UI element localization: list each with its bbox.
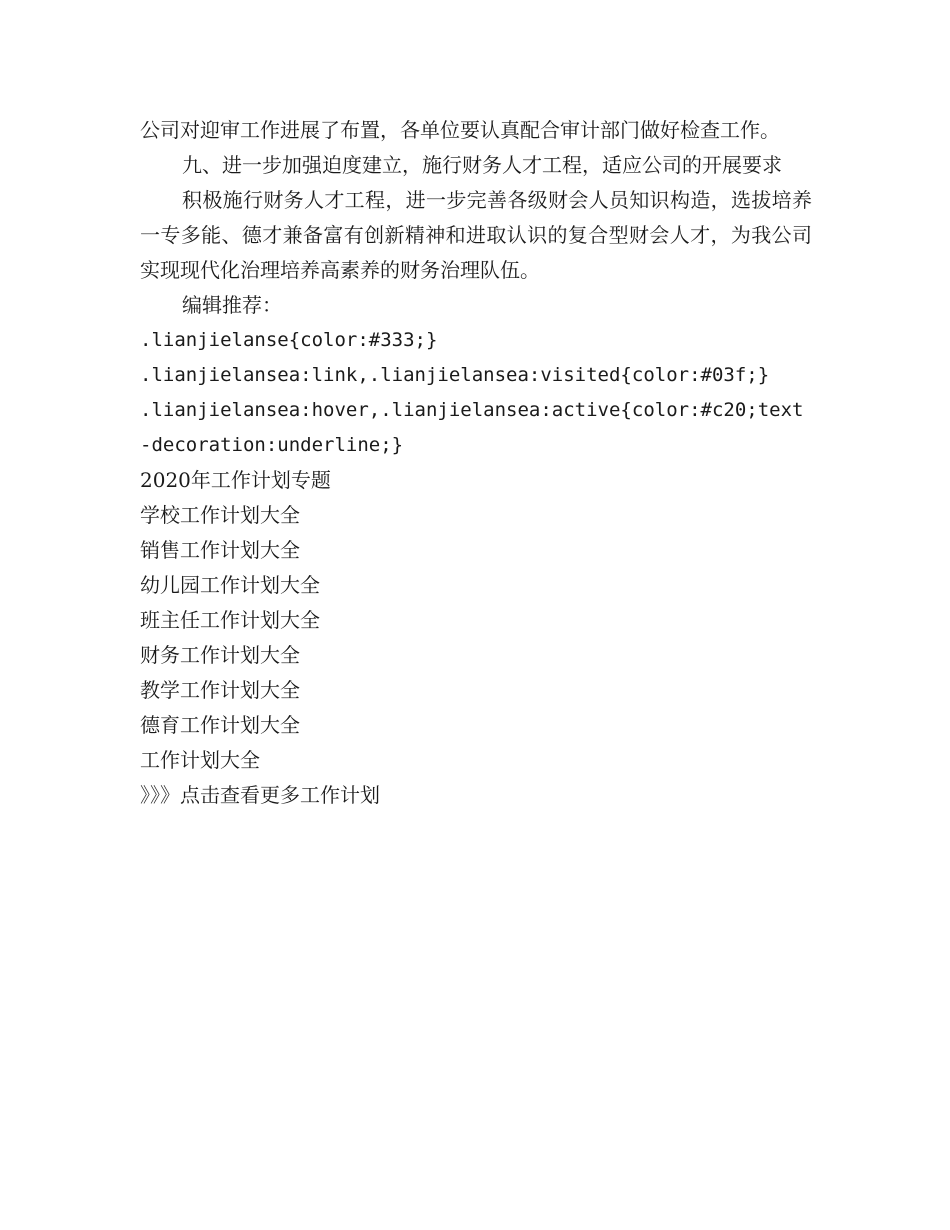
more-work-plans-link[interactable]: 》》》点击查看更多工作计划: [140, 783, 380, 807]
list-item: [140, 743, 812, 778]
list-item: [140, 533, 812, 568]
link-work-plan-2020[interactable]: 2020年工作计划专题: [140, 468, 331, 492]
editor-recommendation-label: 编辑推荐：: [182, 293, 282, 317]
list-item: [140, 673, 812, 708]
list-item: [140, 498, 812, 533]
document-body: [140, 113, 812, 813]
link-teaching-work-plan[interactable]: 教学工作计划大全: [140, 678, 300, 702]
link-sales-work-plan[interactable]: 销售工作计划大全: [140, 538, 300, 562]
list-item: [140, 708, 812, 743]
link-head-teacher-work-plan[interactable]: 班主任工作计划大全: [140, 608, 320, 632]
paragraph-section-nine-heading: 九、进一步加强迫度建立，施行财务人才工程，适应公司的开展要求: [182, 153, 782, 177]
link-school-work-plan[interactable]: 学校工作计划大全: [140, 503, 300, 527]
link-kindergarten-work-plan[interactable]: 幼儿园工作计划大全: [140, 573, 320, 597]
recommended-links-list: [140, 463, 812, 778]
css-line: .lianjielanse{color:#333;}: [140, 329, 438, 351]
link-finance-work-plan[interactable]: 财务工作计划大全: [140, 643, 300, 667]
list-item: [140, 463, 812, 498]
link-work-plan-collection[interactable]: 工作计划大全: [140, 748, 260, 772]
css-code-block: [140, 323, 812, 463]
link-moral-education-work-plan[interactable]: 德育工作计划大全: [140, 713, 300, 737]
css-line: .lianjielansea:hover,.lianjielansea:active{color:#c20;text-decoration:underline;}: [140, 399, 804, 456]
list-item: [140, 603, 812, 638]
css-line: .lianjielansea:link,.lianjielansea:visited{color:#03f;}: [140, 364, 770, 386]
list-item: [140, 638, 812, 673]
list-item: [140, 568, 812, 603]
paragraph-review-arrangement: 公司对迎审工作进展了布置，各单位要认真配合审计部门做好检查工作。: [140, 118, 780, 142]
paragraph-talent-project: 积极施行财务人才工程，进一步完善各级财会人员知识构造，选拔培养一专多能、德才兼备富有创新精神和进取认识的复合型财会人才，为我公司实现现代化治理培养高素养的财务治理队伍。: [140, 188, 812, 282]
